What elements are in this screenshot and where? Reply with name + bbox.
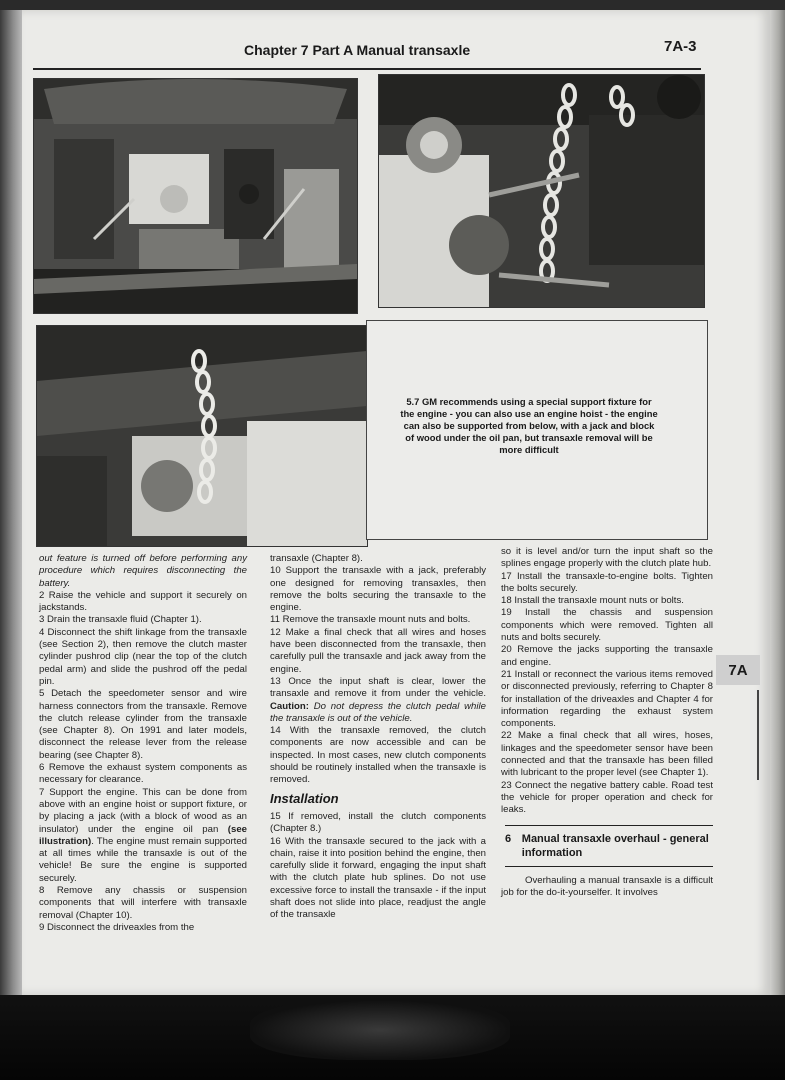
chapter-thumb-tab: 7A (716, 655, 760, 685)
chapter-title: Chapter 7 Part A Manual transaxle (244, 42, 471, 58)
paragraph: 6 Remove the exhaust system components as necessary for clearance. (39, 762, 247, 786)
figure-caption: 5.7 GM recommends using a special support fixture for the engine - you can also use an engine hoist - the engine can also be supported from below, with a jack and block of wood under the oil pan, but transaxle removal will be more difficult (400, 396, 658, 455)
paragraph: 22 Make a final check that all wires, hoses, linkages and the speedometer sensor have been connected and that the transaxle has been filled with lubricant to the proper level (see Chapter 1). (501, 730, 713, 779)
paragraph: 15 If removed, install the clutch components (Chapter 8.) (270, 810, 486, 835)
engine-chain-photo (378, 74, 705, 308)
section-number: 6 (505, 832, 512, 845)
scan-shadow (250, 1000, 510, 1060)
section-heading (505, 832, 713, 860)
section-rule-bottom (505, 866, 713, 867)
scan-top-edge (0, 0, 785, 10)
paragraph: 18 Install the transaxle mount nuts or bolts. (501, 595, 684, 607)
caution-label: Caution: (270, 700, 309, 712)
engine-bay-photo (33, 78, 358, 314)
paragraph: out feature is turned off before performing any procedure which requires disconnecting the battery. (39, 553, 247, 589)
section-rule-top (505, 825, 713, 826)
paragraph: 3 Drain the transaxle fluid (Chapter 1). (39, 614, 202, 626)
paragraph: Overhauling a manual transaxle is a difficult job for the do-it-yourselfer. It involves (501, 874, 713, 898)
paragraph: 23 Connect the negative battery cable. Road test the vehicle for proper operation and check for leaks. (501, 779, 713, 816)
paragraph: 16 With the transaxle secured to the jack with a chain, raise it into position behind the engine, then carefully slide it forward, engaging the input shaft with the clutch plate hub splines. Do not use excessive force to install the transaxle - if the input shaft does not slide into place, readjust the angle of the transaxle (270, 835, 486, 921)
paragraph: 5 Detach the speedometer sensor and wire harness connectors from the transaxle. Remove the clutch release cylinder from the transaxle (see Chapter 8). On 1991 and later models, disconnect the release lever from the release bearing (see Chapter 8). (39, 688, 247, 761)
caution-text: Do not depress the clutch pedal while the transaxle is out of the vehicle. (270, 700, 486, 724)
page-code: 7A-3 (664, 38, 697, 55)
paragraph: 14 With the transaxle removed, the clutch components are now accessible and can be inspected. In most cases, new clutch components should be routinely installed when the transaxle is removed. (270, 725, 486, 786)
engine-support-photo (36, 325, 368, 547)
paragraph: 9 Disconnect the driveaxles from the (39, 921, 195, 933)
section-title: Manual transaxle overhaul - general information (521, 832, 709, 859)
page-edge-stack (770, 10, 785, 995)
text-column-2 (270, 553, 486, 922)
paragraph: 2 Raise the vehicle and support it securely on jackstands. (39, 589, 247, 614)
text-column-3 (501, 546, 713, 899)
paragraph: 20 Remove the jacks supporting the transaxle and engine. (501, 644, 713, 668)
header-rule (33, 68, 701, 70)
illustration-ref: (see illustration) (39, 823, 247, 847)
paragraph: 11 Remove the transaxle mount nuts and bolts. (270, 614, 471, 626)
text-run: . The engine must remain supported at all times while the transaxle is out of the vehicle! Be sure the engine is supported securely. (39, 835, 247, 884)
paragraph (39, 787, 247, 885)
text-column-1 (39, 553, 247, 934)
paragraph: transaxle (Chapter 8). (270, 553, 363, 564)
paragraph: 10 Support the transaxle with a jack, preferably one designed for removing transaxles, then remove the bolts securing the transaxle to the engine. (270, 565, 486, 614)
text-run: 7 Support the engine. This can be done from above with an engine hoist or support fixture, or by placing a jack (with a block of wood as an insulator) under the engine oil pan (39, 786, 247, 835)
paragraph (270, 676, 486, 725)
paragraph: 21 Install or reconnect the various items removed or disconnected previously, referring to Chapter 8 for installation of the driveaxles and Chapter 4 for information regarding the exhaust system components. (501, 668, 713, 730)
paragraph: so it is level and/or turn the input shaft so the splines engage properly with the clutch plate hub. (501, 546, 713, 570)
paragraph: 19 Install the chassis and suspension components which were removed. Tighten all nuts and bolts securely. (501, 607, 713, 644)
book-spine-shadow (0, 10, 22, 995)
section-subheading: Installation (270, 790, 339, 806)
paragraph: 12 Make a final check that all wires and hoses have been disconnected from the transaxle, then carefully pull the transaxle and jack away from the engine. (270, 626, 486, 675)
paragraph: 8 Remove any chassis or suspension components that will interfere with transaxle removal (Chapter 10). (39, 885, 247, 921)
paragraph: 17 Install the transaxle-to-engine bolts. Tighten the bolts securely. (501, 570, 713, 594)
paragraph: 4 Disconnect the shift linkage from the transaxle (see Section 2), then remove the clutch master cylinder pushrod clip (near the top of the clutch pedal arm) and slide the pushrod off the pedal pin. (39, 626, 247, 687)
text-run: 13 Once the input shaft is clear, lower the transaxle and remove it from under the vehicle. (270, 675, 486, 700)
thumb-tab-rule (757, 690, 759, 780)
